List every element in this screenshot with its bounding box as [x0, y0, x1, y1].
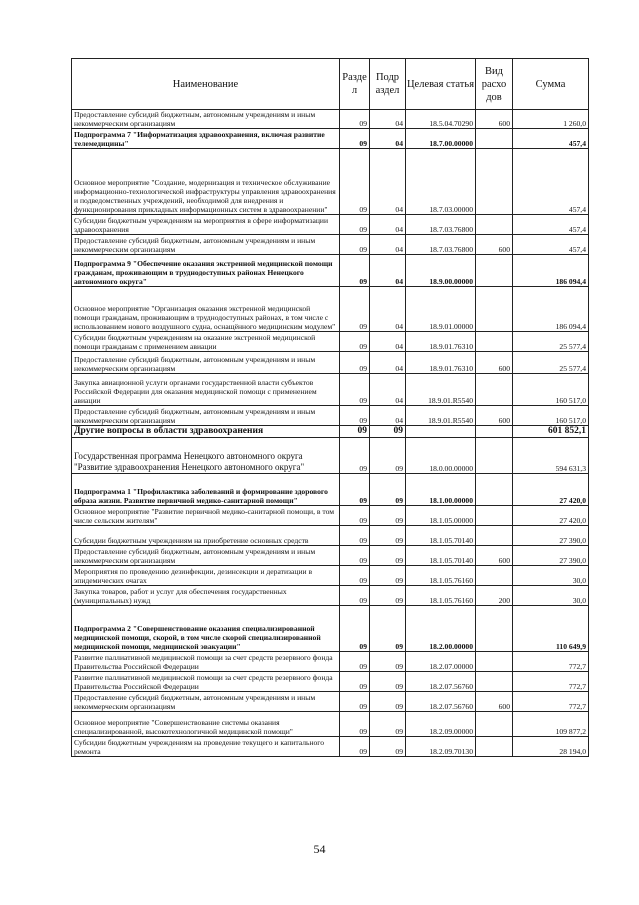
budget-table-sheet [71, 58, 588, 757]
cell-statya: 18.1.05.76160 [406, 586, 476, 606]
cell-name: Закупка авиационной услуги органами государственной власти субъектов Российской Федерации для оказания медицинской помощи с применением авиации [72, 374, 340, 406]
cell-summa: 594 631,3 [513, 438, 589, 474]
table-row [72, 215, 589, 235]
table-row [72, 606, 589, 652]
cell-vid [476, 426, 513, 438]
cell-summa: 772,7 [513, 692, 589, 712]
table-row [72, 149, 589, 215]
table-row [72, 546, 589, 566]
cell-summa: 30,0 [513, 566, 589, 586]
header-name: Наименование [72, 59, 340, 110]
table-row [72, 438, 589, 474]
cell-razdel: 09 [340, 129, 370, 149]
cell-razdel: 09 [340, 235, 370, 255]
cell-summa: 457,4 [513, 129, 589, 149]
table-row [72, 287, 589, 332]
cell-podrazdel: 04 [370, 374, 406, 406]
cell-podrazdel: 09 [370, 712, 406, 737]
cell-name: Предоставление субсидий бюджетным, автономным учреждениям и иным некоммерческим организациям [72, 235, 340, 255]
cell-razdel: 09 [340, 526, 370, 546]
cell-summa: 25 577,4 [513, 332, 589, 352]
budget-table [71, 58, 589, 757]
cell-vid [476, 606, 513, 652]
cell-podrazdel: 09 [370, 566, 406, 586]
cell-vid [476, 287, 513, 332]
cell-podrazdel: 09 [370, 586, 406, 606]
cell-vid [476, 672, 513, 692]
cell-summa: 27 390,0 [513, 526, 589, 546]
cell-summa: 27 420,0 [513, 506, 589, 526]
cell-razdel: 09 [340, 586, 370, 606]
cell-summa: 110 649,9 [513, 606, 589, 652]
header-vid: Вид расхо дов [476, 59, 513, 110]
cell-vid: 600 [476, 235, 513, 255]
cell-name: Субсидии бюджетным учреждениям на мероприятия в сфере информатизации здравоохранения [72, 215, 340, 235]
cell-name: Основное мероприятие "Развитие первичной медико-санитарной помощи, в том числе сельским жителям" [72, 506, 340, 526]
cell-statya: 18.2.00.00000 [406, 606, 476, 652]
table-row [72, 352, 589, 374]
cell-razdel: 09 [340, 332, 370, 352]
cell-statya: 18.2.07.56760 [406, 692, 476, 712]
cell-vid: 600 [476, 110, 513, 129]
cell-razdel: 09 [340, 352, 370, 374]
cell-statya: 18.1.05.70140 [406, 526, 476, 546]
cell-razdel: 09 [340, 287, 370, 332]
cell-statya: 18.1.05.76160 [406, 566, 476, 586]
cell-razdel: 09 [340, 426, 370, 438]
cell-vid [476, 712, 513, 737]
cell-vid [476, 652, 513, 672]
table-row [72, 692, 589, 712]
cell-name: Предоставление субсидий бюджетным, автономным учреждениям и иным некоммерческим организациям [72, 110, 340, 129]
cell-podrazdel: 09 [370, 606, 406, 652]
cell-razdel: 09 [340, 506, 370, 526]
cell-statya: 18.5.04.70290 [406, 110, 476, 129]
header-statya: Целевая статья [406, 59, 476, 110]
cell-podrazdel: 04 [370, 110, 406, 129]
cell-vid [476, 737, 513, 757]
cell-statya: 18.9.00.00000 [406, 255, 476, 287]
cell-razdel: 09 [340, 374, 370, 406]
cell-vid [476, 255, 513, 287]
cell-razdel: 09 [340, 406, 370, 426]
table-row [72, 672, 589, 692]
cell-name: Подпрограмма 7 "Информатизация здравоохранения, включая развитие телемедицины" [72, 129, 340, 149]
cell-summa: 186 094,4 [513, 287, 589, 332]
cell-statya: 18.7.03.76800 [406, 235, 476, 255]
cell-statya: 18.9.01.76310 [406, 332, 476, 352]
cell-statya: 18.2.09.70130 [406, 737, 476, 757]
cell-summa: 601 852,1 [513, 426, 589, 438]
cell-statya: 18.9.01.76310 [406, 352, 476, 374]
table-row [72, 586, 589, 606]
cell-razdel: 09 [340, 692, 370, 712]
table-row [72, 566, 589, 586]
cell-name: Основное мероприятие "Совершенствование системы оказания специализированной, высокотехнологичной медицинской помощи" [72, 712, 340, 737]
cell-vid: 600 [476, 352, 513, 374]
cell-statya: 18.1.00.00000 [406, 474, 476, 506]
cell-podrazdel: 09 [370, 438, 406, 474]
cell-razdel: 09 [340, 737, 370, 757]
cell-vid: 200 [476, 586, 513, 606]
cell-name: Другие вопросы в области здравоохранения [72, 426, 340, 438]
cell-name: Предоставление субсидий бюджетным, автономным учреждениям и иным некоммерческим организациям [72, 406, 340, 426]
cell-statya: 18.2.07.00000 [406, 652, 476, 672]
cell-summa: 186 094,4 [513, 255, 589, 287]
cell-vid [476, 526, 513, 546]
cell-summa: 457,4 [513, 215, 589, 235]
table-row [72, 235, 589, 255]
cell-podrazdel: 04 [370, 215, 406, 235]
cell-statya: 18.9.01.R5540 [406, 406, 476, 426]
cell-vid [476, 374, 513, 406]
cell-statya: 18.9.01.00000 [406, 287, 476, 332]
cell-podrazdel: 04 [370, 255, 406, 287]
cell-vid: 600 [476, 692, 513, 712]
cell-statya [406, 426, 476, 438]
cell-summa: 457,4 [513, 149, 589, 215]
cell-podrazdel: 04 [370, 149, 406, 215]
header-summa: Сумма [513, 59, 589, 110]
cell-podrazdel: 09 [370, 426, 406, 438]
cell-razdel: 09 [340, 110, 370, 129]
cell-name: Предоставление субсидий бюджетным, автономным учреждениям и иным некоммерческим организациям [72, 546, 340, 566]
cell-vid [476, 129, 513, 149]
cell-name: Субсидии бюджетным учреждениям на проведение текущего и капитального ремонта [72, 737, 340, 757]
table-row [72, 255, 589, 287]
cell-vid [476, 438, 513, 474]
cell-razdel: 09 [340, 652, 370, 672]
cell-name: Предоставление субсидий бюджетным, автономным учреждениям и иным некоммерческим организациям [72, 352, 340, 374]
cell-name: Основное мероприятие "Организация оказания экстренной медицинской помощи гражданам, проживающим в труднодоступных районах, в том числе с использованием нового воздушного судна, оснащённого медицинским модулем" [72, 287, 340, 332]
cell-name: Субсидии бюджетным учреждениям на приобретение основных средств [72, 526, 340, 546]
cell-summa: 772,7 [513, 672, 589, 692]
cell-statya: 18.0.00.00000 [406, 438, 476, 474]
cell-podrazdel: 04 [370, 332, 406, 352]
cell-name: Субсидии бюджетным учреждениям на оказание экстренной медицинской помощи гражданам с применением авиации [72, 332, 340, 352]
cell-razdel: 09 [340, 672, 370, 692]
cell-summa: 28 194,0 [513, 737, 589, 757]
table-row [72, 506, 589, 526]
cell-vid [476, 149, 513, 215]
cell-razdel: 09 [340, 474, 370, 506]
cell-summa: 160 517,0 [513, 406, 589, 426]
header-podrazdel: Подр аздел [370, 59, 406, 110]
cell-vid: 600 [476, 406, 513, 426]
cell-name: Государственная программа Ненецкого автономного округа "Развитие здравоохранения Ненецкого автономного округа" [72, 438, 340, 474]
table-row [72, 712, 589, 737]
table-row [72, 474, 589, 506]
cell-podrazdel: 09 [370, 737, 406, 757]
table-row [72, 332, 589, 352]
cell-vid [476, 566, 513, 586]
cell-podrazdel: 04 [370, 129, 406, 149]
cell-podrazdel: 09 [370, 692, 406, 712]
cell-podrazdel: 04 [370, 235, 406, 255]
cell-summa: 160 517,0 [513, 374, 589, 406]
cell-podrazdel: 04 [370, 287, 406, 332]
cell-name: Подпрограмма 9 "Обеспечение оказания экстренной медицинской помощи гражданам, проживающим в труднодоступных районах Ненецкого автономного округа" [72, 255, 340, 287]
cell-razdel: 09 [340, 566, 370, 586]
cell-name: Подпрограмма 2 "Совершенствование оказания специализированной медицинской помощи, скорой, в том числе скорой специализированной медицинской помощи, медицинской эвакуации" [72, 606, 340, 652]
cell-vid [476, 332, 513, 352]
cell-razdel: 09 [340, 438, 370, 474]
cell-razdel: 09 [340, 712, 370, 737]
cell-name: Основное мероприятие "Создание, модернизация и техническое обслуживание информационно-технологической инфраструктуры управления здравоохранения и подведомственных учреждений, необходимой для внедрения и функционирования прикладных информационных систем в здравоохранении" [72, 149, 340, 215]
table-body [72, 110, 589, 757]
cell-vid: 600 [476, 546, 513, 566]
cell-podrazdel: 04 [370, 406, 406, 426]
table-row [72, 526, 589, 546]
cell-podrazdel: 09 [370, 672, 406, 692]
cell-summa: 109 877,2 [513, 712, 589, 737]
cell-podrazdel: 09 [370, 546, 406, 566]
cell-statya: 18.2.09.00000 [406, 712, 476, 737]
table-row [72, 737, 589, 757]
cell-name: Закупка товаров, работ и услуг для обеспечения государственных (муниципальных) нужд [72, 586, 340, 606]
cell-statya: 18.2.07.56760 [406, 672, 476, 692]
table-header-row [72, 59, 589, 110]
cell-statya: 18.7.03.76800 [406, 215, 476, 235]
cell-statya: 18.7.03.00000 [406, 149, 476, 215]
table-row [72, 426, 589, 438]
cell-name: Мероприятия по проведению дезинфекции, дезинсекции и дератизации в эпидемических очагах [72, 566, 340, 586]
cell-summa: 27 390,0 [513, 546, 589, 566]
cell-summa: 30,0 [513, 586, 589, 606]
cell-summa: 457,4 [513, 235, 589, 255]
cell-razdel: 09 [340, 149, 370, 215]
cell-podrazdel: 09 [370, 506, 406, 526]
cell-name: Предоставление субсидий бюджетным, автономным учреждениям и иным некоммерческим организациям [72, 692, 340, 712]
cell-name: Развитие паллиативной медицинской помощи за счет средств резервного фонда Правительства Российской Федерации [72, 652, 340, 672]
cell-vid [476, 215, 513, 235]
page-number: 54 [313, 842, 326, 856]
cell-podrazdel: 09 [370, 652, 406, 672]
cell-summa: 1 260,0 [513, 110, 589, 129]
cell-summa: 772,7 [513, 652, 589, 672]
cell-podrazdel: 04 [370, 352, 406, 374]
cell-razdel: 09 [340, 546, 370, 566]
cell-summa: 25 577,4 [513, 352, 589, 374]
cell-vid [476, 474, 513, 506]
cell-razdel: 09 [340, 215, 370, 235]
header-razdel: Разде л [340, 59, 370, 110]
cell-statya: 18.1.05.00000 [406, 506, 476, 526]
cell-statya: 18.9.01.R5540 [406, 374, 476, 406]
table-row [72, 406, 589, 426]
cell-statya: 18.7.00.00000 [406, 129, 476, 149]
cell-podrazdel: 09 [370, 526, 406, 546]
cell-vid [476, 506, 513, 526]
cell-podrazdel: 09 [370, 474, 406, 506]
cell-statya: 18.1.05.70140 [406, 546, 476, 566]
cell-razdel: 09 [340, 255, 370, 287]
cell-razdel: 09 [340, 606, 370, 652]
table-row [72, 652, 589, 672]
table-row [72, 374, 589, 406]
table-row [72, 110, 589, 129]
cell-name: Развитие паллиативной медицинской помощи за счет средств резервного фонда Правительства Российской Федерации [72, 672, 340, 692]
cell-summa: 27 420,0 [513, 474, 589, 506]
cell-name: Подпрограмма 1 "Профилактика заболеваний и формирование здорового образа жизни. Развитие первичной медико-санитарной помощи" [72, 474, 340, 506]
table-row [72, 129, 589, 149]
